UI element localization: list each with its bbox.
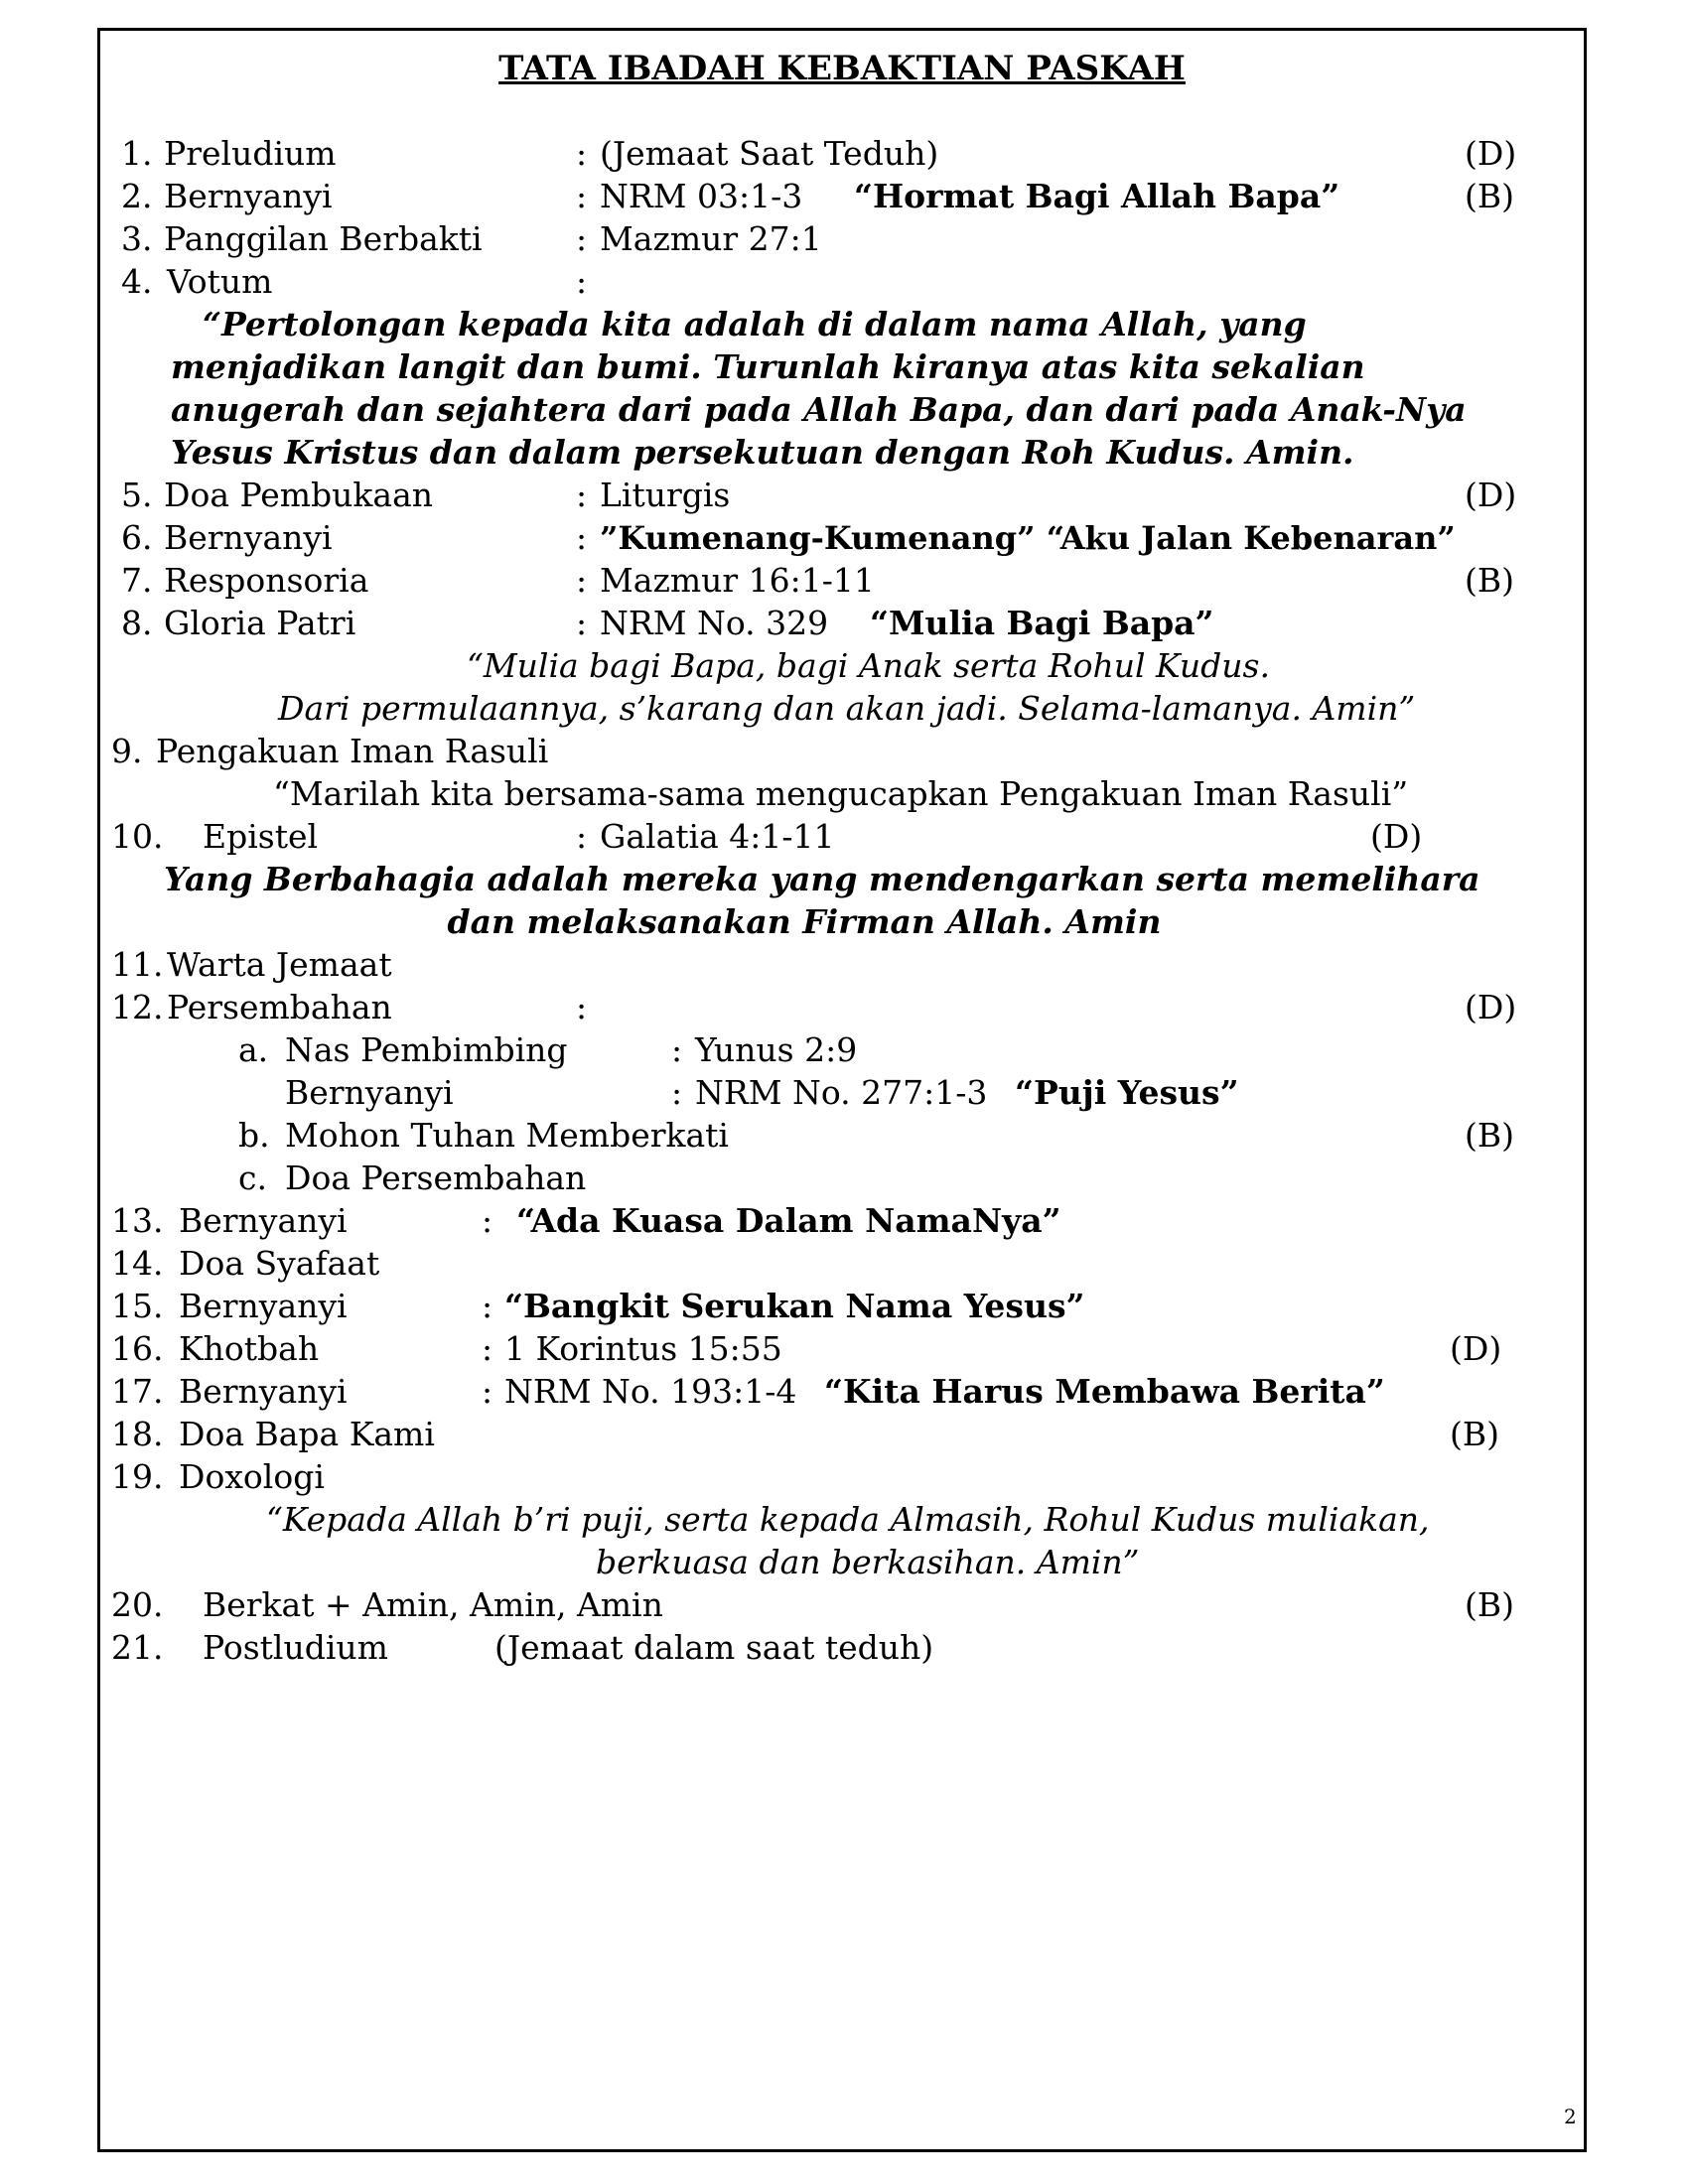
- item-label: Bernyanyi: [179, 1201, 348, 1240]
- sub-item-label: Mohon Tuhan Memberkati: [285, 1116, 729, 1155]
- iman-rasuli-line: “Marilah kita bersama-sama mengucapkan Pengakuan Iman Rasuli”: [273, 774, 1409, 813]
- page-number: 2: [1564, 2105, 1577, 2128]
- item-label: Postludium: [203, 1628, 388, 1667]
- document-title: TATA IBADAH KEBAKTIAN PASKAH: [498, 49, 1186, 88]
- sub-item-label: Nas Pembimbing: [285, 1030, 568, 1069]
- item-label: Bernyanyi: [179, 1372, 348, 1411]
- item-number: 14.: [111, 1244, 164, 1283]
- item-colon: :: [576, 604, 588, 642]
- item-number: 15.: [111, 1287, 164, 1325]
- item-value: Galatia 4:1-11: [600, 817, 835, 856]
- item-number: 16.: [111, 1329, 164, 1368]
- item-colon: :: [576, 262, 588, 301]
- votum-line: Yesus Kristus dan dalam persekutuan dengan Roh Kudus. Amin.: [171, 433, 1354, 472]
- sub-item-value: Yunus 2:9: [695, 1030, 858, 1069]
- item-label: Persembahan: [167, 988, 392, 1026]
- item-number: 17.: [111, 1372, 164, 1411]
- item-number: 19.: [111, 1457, 164, 1496]
- sub-item-label: Doa Persembahan: [285, 1159, 587, 1197]
- item-label: Berkat + Amin, Amin, Amin: [203, 1585, 663, 1624]
- item-value: 1 Korintus 15:55: [504, 1329, 782, 1368]
- item-number: 11.: [111, 945, 164, 984]
- item-number: 18.: [111, 1415, 164, 1453]
- item-value: NRM 03:1-3: [600, 177, 803, 215]
- sub-item-code: (B): [1465, 1116, 1514, 1155]
- item-colon: :: [482, 1372, 493, 1411]
- sub-item-song-title: “Puji Yesus”: [1015, 1073, 1239, 1112]
- item-value: NRM No. 193:1-4: [504, 1372, 797, 1411]
- item-label: Bernyanyi: [164, 518, 333, 557]
- item-song-title: “Mulia Bagi Bapa”: [870, 604, 1214, 642]
- item-colon: :: [482, 1329, 493, 1368]
- item-colon: :: [576, 988, 588, 1026]
- item-label: Preludium: [164, 134, 337, 173]
- sub-item-value: NRM No. 277:1-3: [695, 1073, 988, 1112]
- sub-item-letter: c.: [238, 1159, 267, 1197]
- item-song-title: “Hormat Bagi Allah Bapa”: [854, 177, 1340, 215]
- item-number: 13.: [111, 1201, 164, 1240]
- item-number: 20.: [111, 1585, 164, 1624]
- item-number: 8.: [121, 604, 153, 642]
- item-colon: :: [576, 177, 588, 215]
- sub-item-colon: :: [671, 1073, 683, 1112]
- item-colon: :: [576, 476, 588, 514]
- item-code: (D): [1370, 817, 1423, 856]
- item-colon: :: [576, 134, 588, 173]
- item-label: Doa Bapa Kami: [179, 1415, 435, 1453]
- votum-line: anugerah dan sejahtera dari pada Allah Bapa, dan dari pada Anak-Nya: [171, 390, 1467, 429]
- item-number: 9.: [111, 732, 143, 770]
- epistel-line: dan melaksanakan Firman Allah. Amin: [447, 902, 1162, 941]
- item-colon: :: [576, 817, 588, 856]
- item-number: 10.: [111, 817, 164, 856]
- item-value: (Jemaat Saat Teduh): [600, 134, 939, 173]
- item-song-title: ”Kumenang-Kumenang” “Aku Jalan Kebenaran”: [600, 519, 1456, 557]
- item-colon: :: [482, 1201, 493, 1240]
- item-label: Panggilan Berbakti: [164, 219, 483, 258]
- item-number: 12.: [111, 988, 164, 1026]
- item-code: (D): [1465, 988, 1517, 1026]
- votum-line: menjadikan langit dan bumi. Turunlah kiranya atas kita sekalian: [171, 347, 1365, 386]
- epistel-line: Yang Berbahagia adalah mereka yang mendengarkan serta memelihara: [164, 860, 1480, 898]
- item-colon: :: [576, 219, 588, 258]
- item-label: Bernyanyi: [179, 1287, 348, 1325]
- item-song-title: “Bangkit Serukan Nama Yesus”: [504, 1287, 1085, 1325]
- item-song-title: “Kita Harus Membawa Berita”: [824, 1372, 1385, 1411]
- item-code: (B): [1465, 177, 1514, 215]
- item-number: 3.: [121, 219, 153, 258]
- item-colon: :: [576, 518, 588, 557]
- gloria-line: Dari permulaannya, s’karang dan akan jadi. Selama-lamanya. Amin”: [278, 689, 1416, 728]
- item-number: 21.: [111, 1628, 164, 1667]
- item-value: NRM No. 329: [600, 604, 829, 642]
- doxologi-line: “Kepada Allah b’ri puji, serta kepada Almasih, Rohul Kudus muliakan,: [266, 1500, 1430, 1539]
- doxologi-line: berkuasa dan berkasihan. Amin”: [596, 1543, 1140, 1581]
- votum-line: “Pertolongan kepada kita adalah di dalam nama Allah, yang: [203, 305, 1307, 343]
- sub-item-letter: b.: [238, 1116, 270, 1155]
- item-label: Votum: [167, 262, 273, 301]
- item-label: Bernyanyi: [164, 177, 333, 215]
- sub-item-colon: :: [671, 1030, 683, 1069]
- item-code: (B): [1465, 561, 1514, 600]
- item-value: Mazmur 27:1: [600, 219, 822, 258]
- item-code: (D): [1465, 134, 1517, 173]
- item-number: 7.: [121, 561, 153, 600]
- item-label: Pengakuan Iman Rasuli: [156, 732, 549, 770]
- sub-item-letter: a.: [238, 1030, 269, 1069]
- item-value: (Jemaat dalam saat teduh): [494, 1628, 934, 1667]
- item-code: (B): [1450, 1415, 1499, 1453]
- item-number: 4.: [121, 262, 153, 301]
- item-colon: :: [576, 561, 588, 600]
- item-number: 6.: [121, 518, 153, 557]
- item-number: 2.: [121, 177, 153, 215]
- item-code: (D): [1465, 476, 1517, 514]
- item-label: Epistel: [203, 817, 319, 856]
- item-value: Mazmur 16:1-11: [600, 561, 875, 600]
- sub-item-label: Bernyanyi: [285, 1073, 454, 1112]
- item-value: Liturgis: [600, 476, 731, 514]
- item-label: Khotbah: [179, 1329, 320, 1368]
- item-label: Doa Pembukaan: [164, 476, 434, 514]
- item-code: (B): [1465, 1585, 1514, 1624]
- gloria-line: “Mulia bagi Bapa, bagi Anak serta Rohul Kudus.: [467, 646, 1270, 685]
- item-number: 5.: [121, 476, 153, 514]
- item-number: 1.: [121, 134, 153, 173]
- item-label: Responsoria: [164, 561, 369, 600]
- item-label: Gloria Patri: [164, 604, 356, 642]
- item-label: Warta Jemaat: [167, 945, 392, 984]
- item-label: Doxologi: [179, 1457, 325, 1496]
- item-code: (D): [1450, 1329, 1502, 1368]
- item-colon: :: [482, 1287, 493, 1325]
- item-label: Doa Syafaat: [179, 1244, 380, 1283]
- item-song-title: “Ada Kuasa Dalam NamaNya”: [516, 1201, 1061, 1240]
